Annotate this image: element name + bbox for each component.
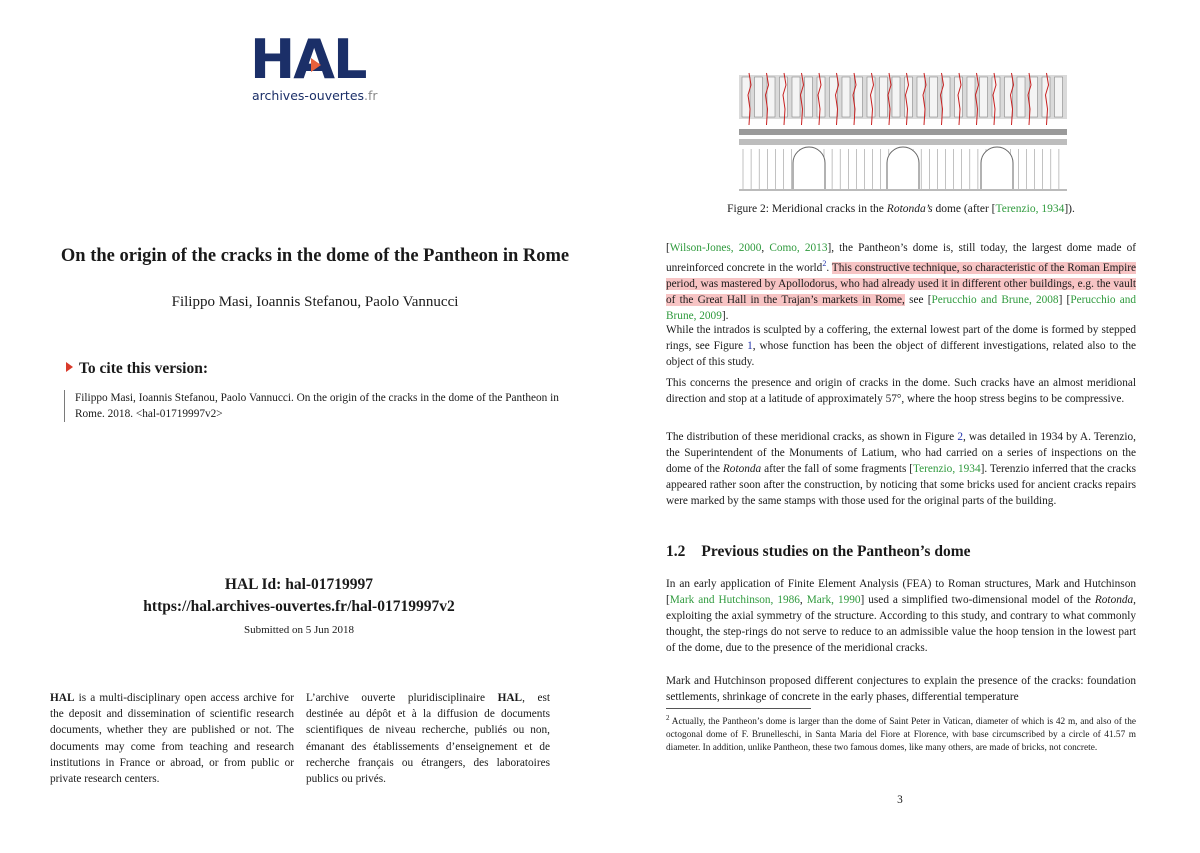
citation-link[interactable]: Mark and Hutchinson, 1986: [669, 594, 800, 606]
text: In an early application of Finite Element Analysis (FEA) to Roman structures, Mark and Hutchinson [: [666, 578, 1136, 606]
italic-text: Rotonda: [1094, 594, 1134, 606]
hal-logo-subtitle-suffix: .fr: [364, 88, 378, 103]
paragraph: This concerns the presence and origin of cracks in the dome. Such cracks have an almost meridional direction and stop at a latitude of approximately 57°, where the hoop stress begins to be compressive.: [666, 377, 1136, 405]
footnote-link[interactable]: 2: [822, 259, 827, 268]
citation-link[interactable]: Perucchio and Brune, 2008: [931, 293, 1059, 306]
text: ] used a simplified two-dimensional model of the: [860, 594, 1095, 606]
paragraph: [666, 576, 1136, 656]
text: see [: [904, 293, 932, 306]
text: after the fall of some fragments [: [761, 463, 913, 475]
hal-logo[interactable]: [250, 30, 390, 105]
footnote-divider: [666, 708, 811, 709]
paper-page-3: [600, 0, 1200, 853]
hal-logo-text: HAL: [250, 28, 366, 91]
figure-caption: Figure 2: Meridional cracks in the Rotonda’s dome (after [Terenzio, 1934]).: [727, 203, 1075, 215]
paragraph: [Wilson-Jones, 2000, Como, 2013], the Pantheon’s dome is, still today, the largest dome made of unreinforced concrete in the world$^2$. This constructive technique, so characteristic of the Roman Empire period, was mastered by Apollodorus, who had already used it in different other buildings, e.g. the vault of the Great Hall in the Trajan’s markets in Rome, see [Perucchio and Brune, 2008] [Perucchio and Brune, 2009].: [666, 242, 1137, 322]
about-hal-english: [50, 690, 294, 787]
citation-link[interactable]: Como, 2013: [769, 242, 828, 254]
text: ]. Terenzio inferred that the cracks appeared rather soon after the construction, by noticing that some bricks used for ancient cracks repairs were marked by the same stamps with those used for the original parts of the building.: [666, 463, 1136, 507]
about-fr-bold: HAL: [497, 692, 523, 704]
paragraph: [666, 429, 1136, 509]
text: ].: [721, 309, 729, 322]
caption-suffix: ).: [1068, 203, 1075, 215]
caption-italic: Rotonda’s: [886, 203, 933, 215]
text: .: [826, 261, 832, 274]
hal-logo-subtitle-text: archives-ouvertes: [252, 88, 365, 103]
section-number: 1.2: [666, 543, 686, 560]
text: , was detailed in 1934 by A. Terenzio, the Superintendent of the Monuments of Latium, who had carried on a series of inspections on the dome of the: [666, 431, 1136, 475]
section-heading: [666, 543, 971, 561]
text: ,: [761, 242, 770, 254]
hal-logo-triangle-icon: [311, 58, 321, 72]
paragraph: Mark and Hutchinson proposed different conjectures to explain the presence of the cracks: foundation settlements, shrinkage of concrete in the early phases, differential temperature: [666, 675, 1136, 703]
footnote-mark: 2: [666, 714, 670, 722]
about-hal-french: [306, 690, 550, 787]
hal-id: HAL Id: hal-01719997: [224, 576, 374, 593]
about-fr-prefix: L’archive ouverte pluridisciplinaire: [306, 692, 498, 704]
paper-authors: Filippo Masi, Ioannis Stefanou, Paolo Vannucci: [171, 294, 459, 310]
text: While the intrados is sculpted by a coffering, the external lowest part of the dome is formed by stepped rings, see Figure: [666, 324, 1136, 352]
about-fr-text: , est destinée au dépôt et à la diffusion de documents scientifiques de niveau recherche, publiés ou non, émanant des établissements d’enseignement et de recherche français ou étrangers, des laboratoires publics ou privés.: [306, 692, 551, 786]
cite-heading: [66, 360, 208, 378]
triangle-bullet-icon: [66, 362, 73, 372]
figure-ref-link[interactable]: 2: [957, 431, 963, 443]
citation-link[interactable]: Terenzio, 1934: [995, 203, 1065, 215]
paper-title: On the origin of the cracks in the dome of the Pantheon in Rome: [60, 246, 570, 266]
about-en-text: is a multi-disciplinary open access archive for the deposit and dissemination of scientific research documents, whether they are published or not. The documents may come from teaching and research institutions in France or abroad, or from public or private research centers.: [50, 692, 294, 786]
hal-url-link[interactable]: https://hal.archives-ouvertes.fr/hal-01719997v2: [143, 598, 455, 615]
italic-text: Rotonda: [722, 463, 762, 475]
text: The distribution of these meridional cracks, as shown in Figure: [666, 431, 958, 443]
page-number: 3: [897, 794, 903, 806]
hal-id-block: [50, 574, 548, 636]
text: ], the Pantheon’s dome is, still today, the largest dome made of unreinforced concrete in the world: [666, 242, 1136, 274]
figure-ref-link[interactable]: 1: [747, 340, 753, 352]
about-en-bold: HAL: [50, 692, 75, 704]
text: ] [: [1058, 293, 1071, 306]
text: ,: [799, 594, 807, 606]
footnote-text: Actually, the Pantheon’s dome is larger than the dome of Saint Peter in Vatican, diameter of which is 42 m, and also of the octogonal dome of F. Brunelleschi, in Santa Maria del Fiore at Florence, with base circumscribed by a circle of 41.57 m diameter. In addition, unlike Pantheon, these two famous domes, like many others, are made of bricks, not concrete.: [666, 717, 1136, 754]
footnote: [666, 712, 1136, 755]
cite-heading-text: To cite this version:: [79, 360, 209, 377]
highlighted-text: This constructive technique, so characteristic of the Roman Empire period, was mastered by Apollodorus, who had already used it in different other buildings, e.g. the vault of the Great Hall in the Trajan’s markets in Rome,: [666, 261, 1136, 306]
hal-logo-subtitle: [252, 88, 378, 103]
pantheon-cracks-figure: [739, 67, 1067, 192]
paragraph: [666, 322, 1136, 370]
citation-link[interactable]: Perucchio and Brune, 2009: [666, 293, 1137, 322]
citation-text: Filippo Masi, Ioannis Stefanou, Paolo Vannucci. On the origin of the cracks in the dome of the Pantheon in Rome. 2018. <hal-01719997v2>: [64, 390, 591, 422]
section-title: Previous studies on the Pantheon’s dome: [701, 543, 971, 560]
citation-link[interactable]: Mark, 1990: [806, 594, 861, 606]
caption-prefix: Figure 2: Meridional cracks in the: [727, 203, 887, 215]
text: , exploiting the axial symmetry of the structure. According to this study, and contrary to what commonly thought, the step-rings do not serve to reduce to an admissible value the hoop tension in the lowest part of the dome, due to the presence of the meridional cracks.: [666, 594, 1136, 654]
submission-date: Submitted on 5 Jun 2018: [243, 624, 354, 636]
citation-link[interactable]: Wilson-Jones, 2000: [669, 242, 762, 254]
text: , whose function has been the object of different investigations, related also to the object of this study.: [666, 340, 1136, 368]
citation-link[interactable]: Terenzio, 1934: [912, 463, 981, 475]
caption-middle: dome (after: [932, 203, 992, 215]
